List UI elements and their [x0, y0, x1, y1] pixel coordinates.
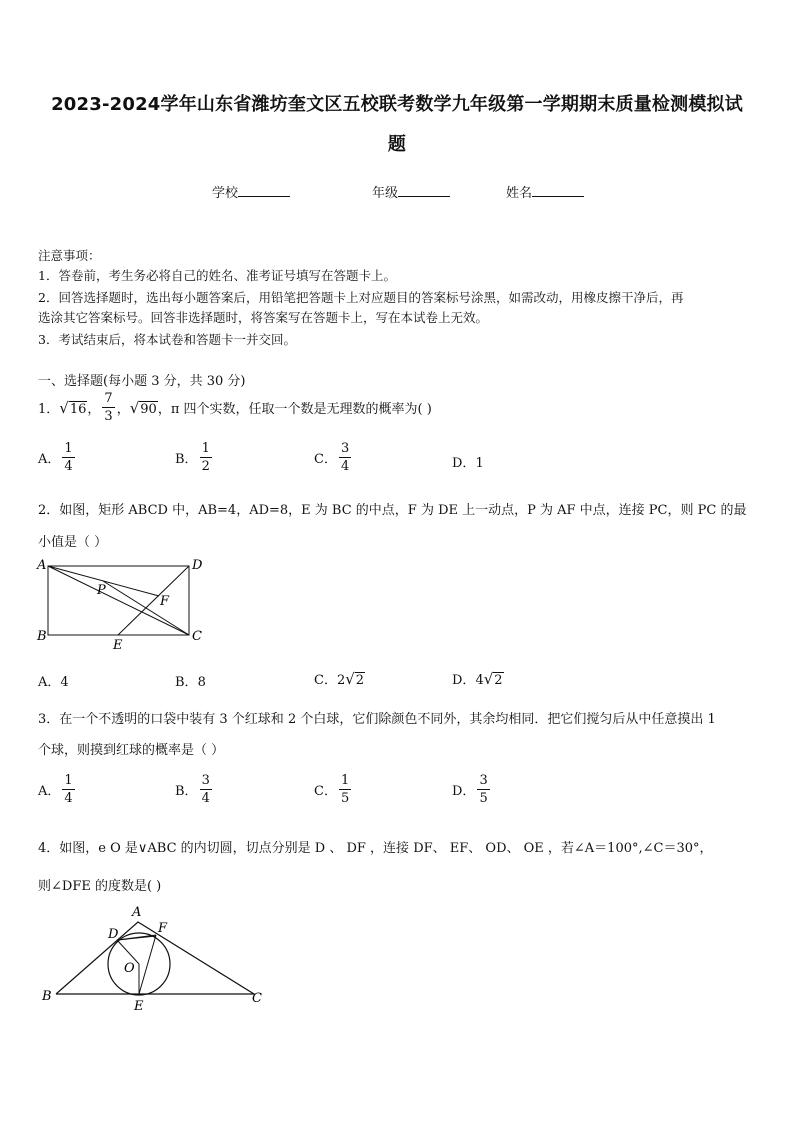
question-3-line1: 3．在一个不透明的口袋中装有 3 个红球和 2 个白球，它们除颜色不同外，其余均相同．把它们搅匀后从中任意摸出 1 — [38, 712, 716, 727]
name-label: 姓名 — [506, 186, 533, 201]
school-field[interactable] — [212, 182, 290, 201]
page-title: 2023-2024学年山东省潍坊奎文区五校联考数学九年级第一学期期末质量检测模拟试 — [51, 94, 743, 115]
q4-label-o: O — [124, 961, 135, 976]
grade-label: 年级 — [372, 186, 399, 201]
q4-label-e: E — [134, 999, 144, 1014]
q2-option-d[interactable]: D．4√2 — [452, 670, 503, 688]
q4-label-f: F — [158, 921, 168, 936]
note-item-3: 3．考试结束后，将本试卷和答题卡一并交回。 — [38, 332, 296, 347]
q4-label-a: A — [132, 905, 142, 920]
q1-option-a[interactable]: A． $\frac{1}{4}$ — [38, 441, 73, 474]
q4-label-b: B — [42, 989, 52, 1004]
q3-option-d[interactable]: D． $\frac{3}{5}$ — [452, 773, 488, 806]
q1-option-b[interactable]: B． $\frac{1}{2}$ — [175, 441, 210, 474]
q2-label-d: D — [192, 558, 203, 573]
q2-option-b[interactable]: B．8 — [175, 675, 206, 690]
q2-rectangle-figure — [34, 556, 214, 652]
grade-blank[interactable] — [398, 184, 450, 197]
q4-label-c: C — [252, 991, 262, 1006]
grade-field[interactable] — [372, 182, 450, 201]
question-2-line1: 2．如图，矩形 ABCD 中，AB=4，AD=8，E 为 BC 的中点，F 为 DE 上一动点，P 为 AF 中点，连接 PC，则 PC 的最 — [38, 503, 747, 518]
section-heading: 一、选择题(每小题 3 分，共 30 分) — [38, 374, 246, 389]
question-4-line2: 则∠DFE 的度数是( ) — [38, 879, 162, 894]
q2-label-c: C — [192, 629, 202, 644]
school-label: 学校 — [212, 186, 239, 201]
note-item-2b: 选涂其它答案标号。回答非选择题时，将答案写在答题卡上，写在本试卷上无效。 — [38, 310, 489, 325]
q1-number: 1． — [38, 402, 60, 417]
question-2-line2: 小值是（ ） — [38, 535, 108, 550]
q4-triangle-figure — [36, 902, 276, 1018]
q2-option-c[interactable]: C．2√2 — [314, 670, 365, 688]
q4-label-d: D — [108, 927, 119, 942]
q1-option-d[interactable]: D．1 — [452, 456, 484, 471]
q3-option-c[interactable]: C． $\frac{1}{5}$ — [314, 773, 350, 806]
note-item-1: 1．答卷前，考生务必将自己的姓名、准考证号填写在答题卡上。 — [38, 268, 396, 283]
q2-label-b: B — [37, 629, 47, 644]
question-4-line1: 4．如图，e O 是∨ABC 的内切圆，切点分别是 D 、 DF ，连接 DF、 EF、 OD、 OE ，若∠A＝100°,∠C＝30°， — [38, 841, 713, 856]
q3-option-a[interactable]: A． $\frac{1}{4}$ — [38, 773, 73, 806]
q2-label-f: F — [160, 594, 170, 609]
school-blank[interactable] — [238, 184, 290, 197]
question-1: 1． √16 ， $\frac{7}{3}$ ， √90 ，π 四个实数，任取一个数是无理数的概率为( ) — [38, 391, 432, 424]
q1-fraction: $\frac{7}{3}$ — [104, 391, 113, 424]
q1-option-c[interactable]: C． $\frac{3}{4}$ — [314, 441, 350, 474]
q1-sqrt-90: √90 — [129, 398, 157, 417]
question-3-line2: 个球，则摸到红球的概率是（ ） — [38, 743, 225, 758]
page-title-continued: 题 — [387, 134, 407, 155]
note-item-2a: 2．回答选择题时，选出每小题答案后，用铅笔把答题卡上对应题目的答案标号涂黑，如需改动，用橡皮擦干净后，再 — [38, 290, 684, 305]
q3-option-b[interactable]: B． $\frac{3}{4}$ — [175, 773, 210, 806]
q2-label-a: A — [37, 558, 47, 573]
q1-text: ，π 四个实数，任取一个数是无理数的概率为( ) — [157, 402, 432, 417]
name-blank[interactable] — [532, 184, 584, 197]
q1-sqrt-16: √16 — [59, 398, 87, 417]
q2-label-e: E — [113, 638, 123, 652]
q2-label-p: P — [97, 583, 106, 598]
q2-option-a[interactable]: A．4 — [38, 675, 69, 690]
name-field[interactable] — [506, 182, 584, 201]
notes-heading: 注意事项： — [38, 248, 101, 263]
